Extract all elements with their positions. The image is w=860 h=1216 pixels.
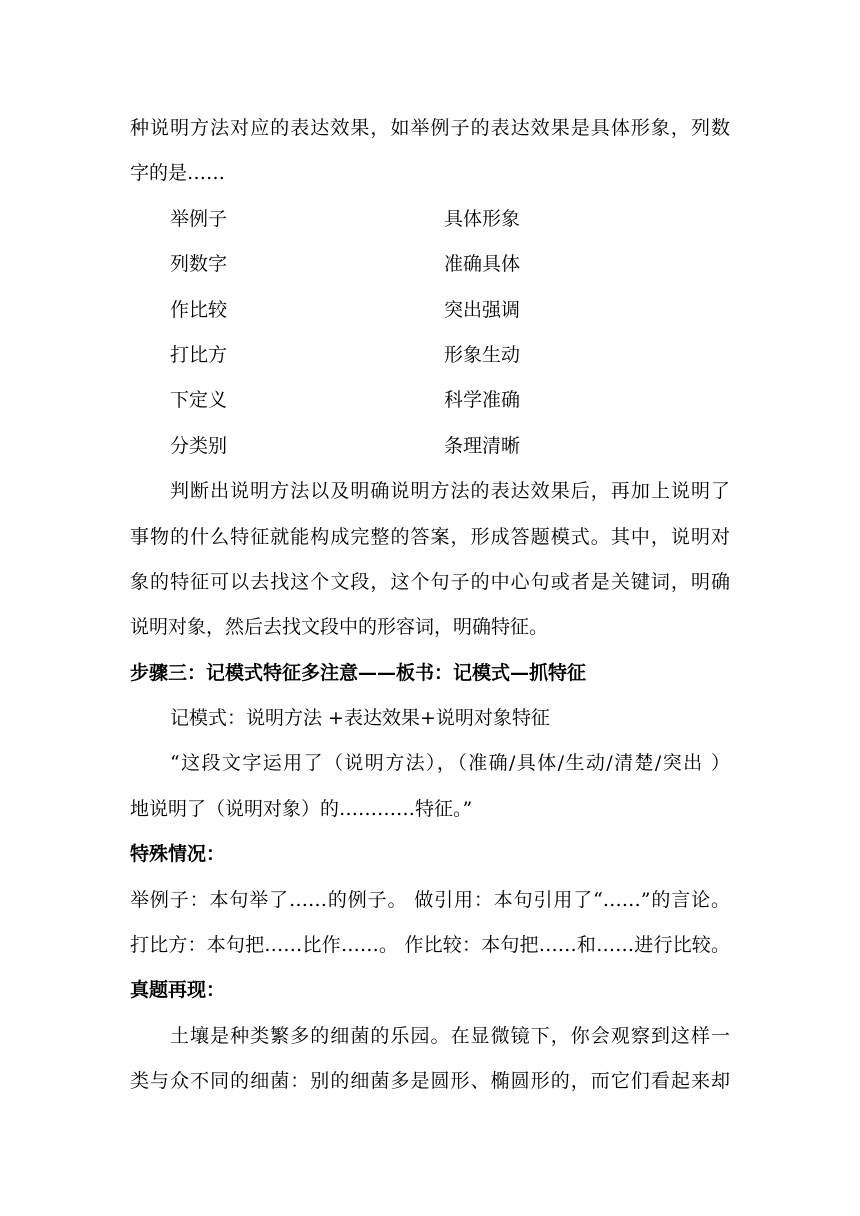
method-effect: 准确具体 (444, 253, 521, 276)
special-cases (130, 878, 730, 969)
step3-heading: 步骤三：记模式特征多注意——板书：记模式—抓特征 (130, 661, 587, 684)
exam-line: 类与众不同的细菌：别的细菌多是圆形、椭圆形的，而它们看起来却 (130, 1070, 730, 1093)
special-case-line: 打比方：本句把……比作……。 作比较：本句把……和……进行比较。 (130, 934, 730, 957)
method-effect: 具体形象 (444, 207, 521, 230)
method-effect: 条理清晰 (444, 434, 521, 457)
method-name: 下定义 (170, 389, 228, 412)
method-effect: 突出强调 (444, 298, 521, 321)
method-row (130, 242, 730, 287)
template-line-2: 地说明了（说明对象）的…………特征。” (130, 797, 473, 820)
paragraph-line: 事物的什么特征就能构成完整的答案，形成答题模式。其中，说明对 (130, 525, 730, 548)
paragraph-line: 象的特征可以去找这个文段，这个句子的中心句或者是关键词，明确 (130, 570, 730, 593)
paragraph-line: 说明对象，然后去找文段中的形容词，明确特征。 (130, 616, 549, 639)
method-name: 作比较 (170, 298, 228, 321)
method-effect: 形象生动 (444, 343, 521, 366)
template-line-1: “这段文字运用了（说明方法），（准确/具体/生动/清楚/突出 ） (170, 752, 730, 775)
method-row (130, 288, 730, 333)
intro-line-1: 种说明方法对应的表达效果，如举例子的表达效果是具体形象，列数 (130, 117, 730, 139)
special-cases-heading: 特殊情况： (130, 843, 226, 866)
method-row (130, 424, 730, 469)
answer-paragraph (130, 469, 730, 651)
method-effect: 科学准确 (444, 389, 521, 412)
document-page (130, 106, 730, 1105)
special-case-line: 举例子：本句举了……的例子。 做引用：本句引用了“……”的言论。 (130, 888, 730, 911)
intro-line-2: 字的是…… (130, 162, 226, 185)
exam-passage (130, 1014, 730, 1105)
answer-template (130, 741, 730, 832)
method-name: 分类别 (170, 434, 228, 457)
method-name: 列数字 (170, 253, 228, 276)
method-row (130, 197, 730, 242)
method-effect-list (130, 197, 730, 469)
method-row (130, 333, 730, 378)
exam-line: 土壤是种类繁多的细菌的乐园。在显微镜下，你会观察到这样一 (170, 1024, 730, 1047)
exam-heading: 真题再现： (130, 979, 226, 1002)
answer-formula: 记模式：说明方法 +表达效果+说明对象特征 (170, 707, 550, 730)
method-name: 举例子 (170, 207, 228, 230)
paragraph-line: 判断出说明方法以及明确说明方法的表达效果后，再加上说明了 (170, 480, 730, 503)
method-name: 打比方 (170, 343, 228, 366)
method-row (130, 378, 730, 423)
